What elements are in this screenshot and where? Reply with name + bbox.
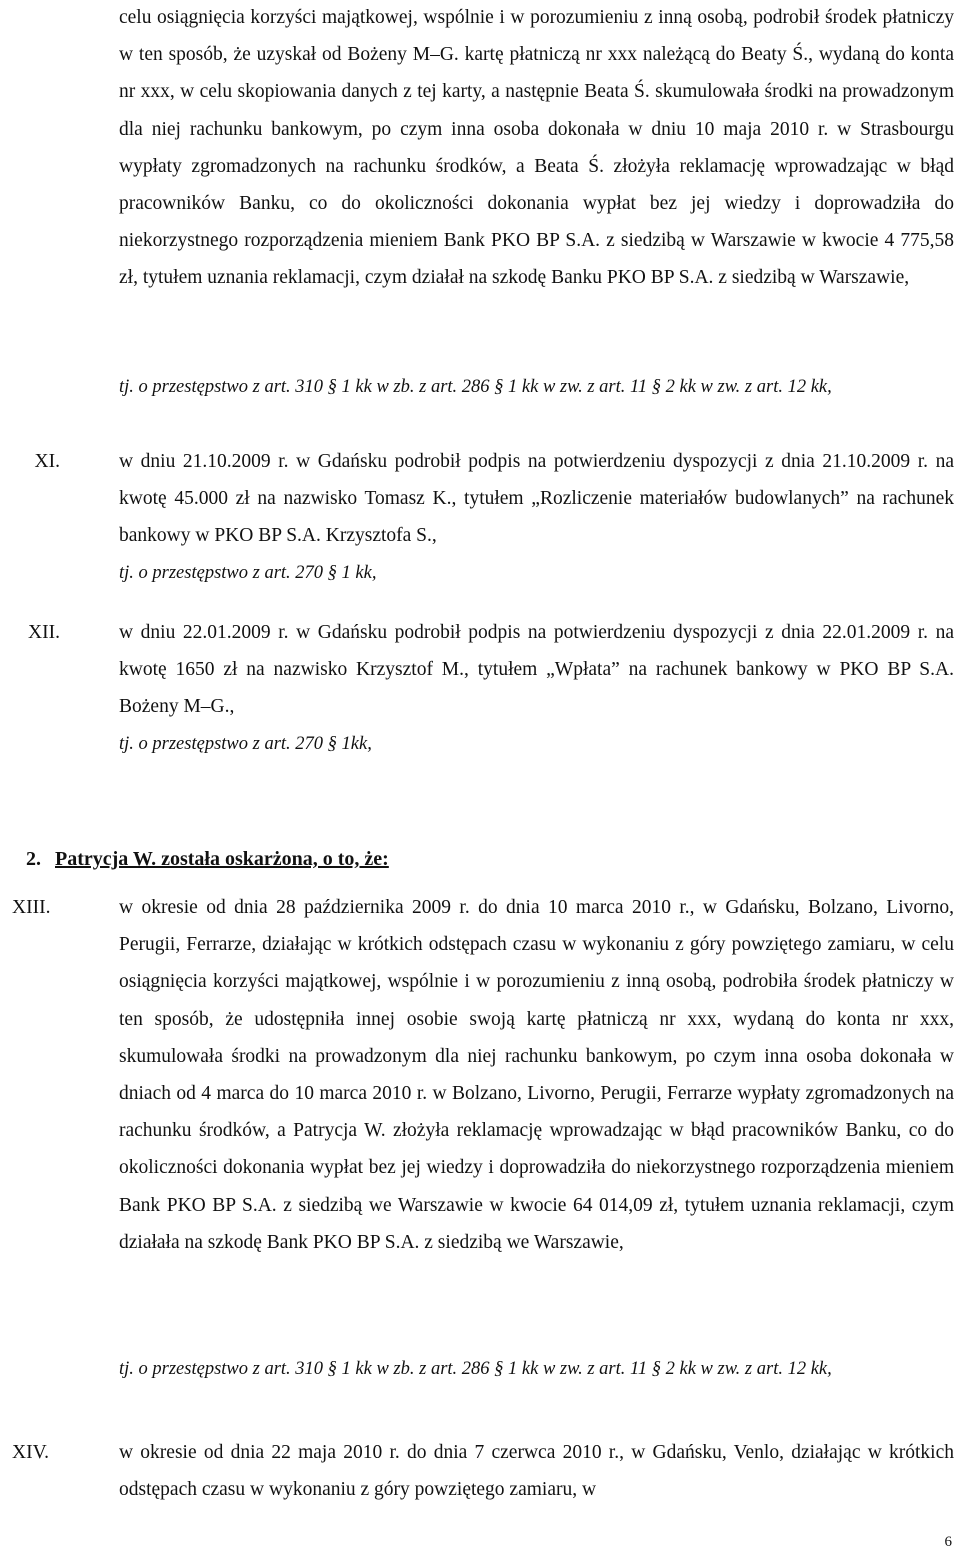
- charge-number-xii: XII.: [28, 622, 60, 643]
- charge-number-xi: XI.: [34, 451, 60, 472]
- charge-xiii-text: w okresie od dnia 28 października 2009 r. do dnia 10 marca 2010 r., w Gdańsku, Bolzano, Livorno, Perugii, Ferrarze, działając w krótkich odstępach czasu w wykonaniu z góry powziętego zamiaru, w celu osiągnięcia korzyści majątkowej, wspólnie i w porozumieniu z inną osobą, podrobiła środek płatniczy w ten sposób, że udostępniła innej osobie swoją kartę płatniczą nr xxx, wydaną do konta nr xxx, skumulowała środki na prowadzonym dla niej rachunku bankowym, po czym inna osoba dokonała w dniach od 4 marca do 10 marca 2010 r. w Bolzano, Livorno, Perugii, Ferrarze wypłaty zgromadzonych na rachunku środków, a Patrycja W. złożyła reklamację wprowadzając w błąd pracowników Banku, co do okoliczności dokonania wypłat bez jej wiedzy i doprowadziła do niekorzystnego rozporządzenia mieniem Bank PKO BP S.A. z siedzibą we Warszawie w kwocie 64 014,09 zł, tytułem uznania reklamacji, czym działała na szkodę Bank PKO BP S.A. z siedzibą we Warszawie,: [119, 897, 954, 1253]
- charge-xiii-legal-basis: tj. o przestępstwo z art. 310 § 1 kk w zb. z art. 286 § 1 kk w zw. z art. 11 § 2 kk w zw. z art. 12 kk,: [119, 1359, 832, 1379]
- page-number: 6: [944, 1534, 952, 1550]
- section-index: 2.: [26, 848, 41, 870]
- charge-number-xiii: XIII.: [12, 897, 51, 918]
- charge-xii-text: w dniu 22.01.2009 r. w Gdańsku podrobił podpis na potwierdzeniu dyspozycji z dnia 22.01.2009 r. na kwotę 1650 zł na nazwisko Krzysztof M., tytułem „Wpłata” na rachunek bankowy w PKO BP S.A. Bożeny M–G.,: [119, 622, 954, 718]
- charge-xi-legal-basis: tj. o przestępstwo z art. 270 § 1 kk,: [119, 563, 377, 583]
- charge-xi-text: w dniu 21.10.2009 r. w Gdańsku podrobił podpis na potwierdzeniu dyspozycji z dnia 21.10.2009 r. na kwotę 45.000 zł na nazwisko Tomasz K., tytułem „Rozliczenie materiałów budowlanych” na rachunek bankowy w PKO BP S.A. Krzysztofa S.,: [119, 451, 954, 547]
- charge-continuation-text: celu osiągnięcia korzyści majątkowej, wspólnie i w porozumieniu z inną osobą, podrobił środek płatniczy w ten sposób, że uzyskał od Bożeny M–G. kartę płatniczą nr xxx należącą do Beaty Ś., wydaną do konta nr xxx, w celu skopiowania danych z tej karty, a następnie Beata Ś. skumulowała środki na prowadzonym dla niej rachunku bankowym, po czym inna osoba dokonała w dniu 10 maja 2010 r. w Strasbourgu wypłaty zgromadzonych na rachunku środków, a Beata Ś. złożyła reklamację wprowadzając w błąd pracowników Banku, co do okoliczności dokonania wypłat bez jej wiedzy i doprowadziła do niekorzystnego rozporządzenia mieniem Bank PKO BP S.A. z siedzibą w Warszawie w kwocie 4 775,58 zł, tytułem uznania reklamacji, czym działał na szkodę Banku PKO BP S.A. z siedzibą w Warszawie,: [119, 7, 954, 289]
- section-heading: [26, 841, 389, 878]
- charge-number-xiv: XIV.: [12, 1442, 50, 1463]
- charge-xiv-text: w okresie od dnia 22 maja 2010 r. do dnia 7 czerwca 2010 r., w Gdańsku, Venlo, działając w krótkich odstępach czasu w wykonaniu z góry powziętego zamiaru, w: [119, 1442, 954, 1501]
- section-title: Patrycja W. została oskarżona, o to, że:: [55, 848, 389, 870]
- charge-continuation-legal-basis: tj. o przestępstwo z art. 310 § 1 kk w zb. z art. 286 § 1 kk w zw. z art. 11 § 2 kk w zw. z art. 12 kk,: [119, 377, 832, 397]
- charge-xii-legal-basis: tj. o przestępstwo z art. 270 § 1kk,: [119, 734, 372, 754]
